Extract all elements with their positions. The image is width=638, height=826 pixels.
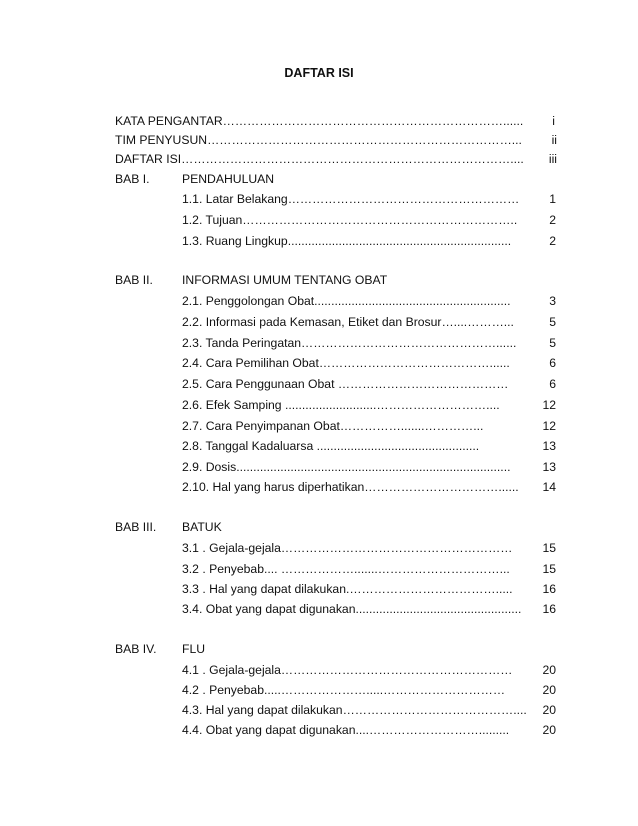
chapter-title: INFORMASI UMUM TENTANG OBAT [182,273,388,287]
toc-entry [182,701,557,719]
chapter-heading [0,518,638,536]
toc-entry-text: 2.1. Penggolongan Obat.......................................................... [182,294,511,308]
toc-entry-page: 5 [549,336,556,350]
toc-entry [182,721,557,739]
toc-entry [182,437,557,455]
toc-entry-page: 15 [542,562,556,576]
toc-entry-page: 12 [542,419,556,433]
toc-entry [182,681,557,699]
toc-entry-text: 2.6. Efek Samping ...........................……………………….... [182,398,500,412]
toc-entry-page: 6 [549,356,556,370]
toc-entry [182,478,557,496]
toc-entry-page: 13 [542,460,556,474]
toc-entry-text: 4.1 . Gejala-gejala………………………………………………… [182,663,513,677]
toc-entry [182,211,557,229]
toc-entry-text: 2.5. Cara Penggunaan Obat …………………………………… [182,377,509,391]
toc-entry-text: TIM PENYUSUN…………………………………………………………………... [115,133,522,147]
toc-entry-front [115,112,555,130]
toc-entry-text: 3.1 . Gejala-gejala………………………………………………… [182,541,513,555]
toc-entry-page: 13 [542,439,556,453]
toc-entry-page: 12 [542,398,556,412]
toc-entry-page: 16 [542,602,556,616]
toc-entry [182,458,557,476]
toc-entry-text: 4.3. Hal yang dapat dilakukan…………………………………….... [182,703,527,717]
chapter-heading [0,640,638,658]
toc-entry [182,354,557,372]
toc-entry [182,396,557,414]
toc-entry-text: 2.10. Hal yang harus diperhatikan……………………………...... [182,480,519,494]
chapter-number: BAB IV. [115,642,157,656]
chapter-number: BAB I. [115,172,150,186]
toc-entry-page: 5 [549,315,556,329]
chapter-number: BAB III. [115,520,157,534]
toc-entry-page: 3 [549,294,556,308]
chapter-title: FLU [182,642,206,656]
chapter-title: BATUK [182,520,222,534]
chapter-number: BAB II. [115,273,153,287]
toc-entry-page: 14 [542,480,556,494]
toc-entry-page: 1 [549,192,556,206]
toc-entry-text: 4.2 . Penyebab.....………………….....………………………… [182,683,506,697]
toc-entry-text: 3.2 . Penyebab.... ……………….......…………………………... [182,562,510,576]
toc-entry [182,232,557,250]
toc-entry-text: 1.3. Ruang Lingkup.................................................................. [182,234,512,248]
toc-entry [182,375,557,393]
toc-entry [182,661,557,679]
toc-entry-front [115,131,555,149]
toc-entry-page: ii [551,133,557,147]
toc-entry-page: 20 [542,663,556,677]
toc-entry-text: 3.4. Obat yang dapat digunakan................................................. [182,602,522,616]
toc-entry-page: 16 [542,582,556,596]
toc-entry-page: 20 [542,703,556,717]
toc-entry-text: 2.9. Dosis................................................................................. [182,460,511,474]
toc-entry-page: i [552,114,555,128]
toc-entry-text: 1.1. Latar Belakang………………………………………………… [182,192,520,206]
toc-entry [182,292,557,310]
toc-entry-page: 2 [549,213,556,227]
toc-entry-text: 4.4. Obat yang dapat digunakan....………………………......... [182,723,510,737]
toc-entry [182,560,557,578]
toc-entry-text: 2.7. Cara Penyimpanan Obat…………….......…………... [182,419,484,433]
toc-entry [182,580,557,598]
toc-entry-page: iii [548,152,557,166]
toc-entry-front [115,150,555,168]
toc-entry-text: 2.8. Tanggal Kadaluarsa ................................................ [182,439,480,453]
toc-entry-text: 2.3. Tanda Peringatan…………………………………………...... [182,336,517,350]
toc-entry-page: 15 [542,541,556,555]
toc-entry-text: 2.2. Informasi pada Kemasan, Etiket dan Brosur…....………... [182,315,514,329]
toc-entry-page: 20 [542,723,556,737]
toc-entry-text: 2.4. Cara Pemilihan Obat……………………………………...... [182,356,510,370]
toc-entry-page: 6 [549,377,556,391]
toc-entry-text: KATA PENGANTAR……………………………………………………………...... [115,114,524,128]
chapter-heading [0,170,638,188]
toc-entry-page: 2 [549,234,556,248]
toc-entry [182,539,557,557]
toc-entry [182,334,557,352]
toc-entry [182,313,557,331]
chapter-title: PENDAHULUAN [182,172,275,186]
toc-entry-page: 20 [542,683,556,697]
toc-entry-text: DAFTAR ISI……………………………………………………………………….... [115,152,524,166]
toc-entry-text: 1.2. Tujuan………………………………………………………….. [182,213,518,227]
toc-entry [182,417,557,435]
chapter-heading [0,271,638,289]
toc-entry-text: 3.3 . Hal yang dapat dilakukan.………………………………..... [182,582,513,596]
page-title: DAFTAR ISI [284,66,354,80]
toc-entry [182,190,557,208]
toc-entry [182,600,557,618]
